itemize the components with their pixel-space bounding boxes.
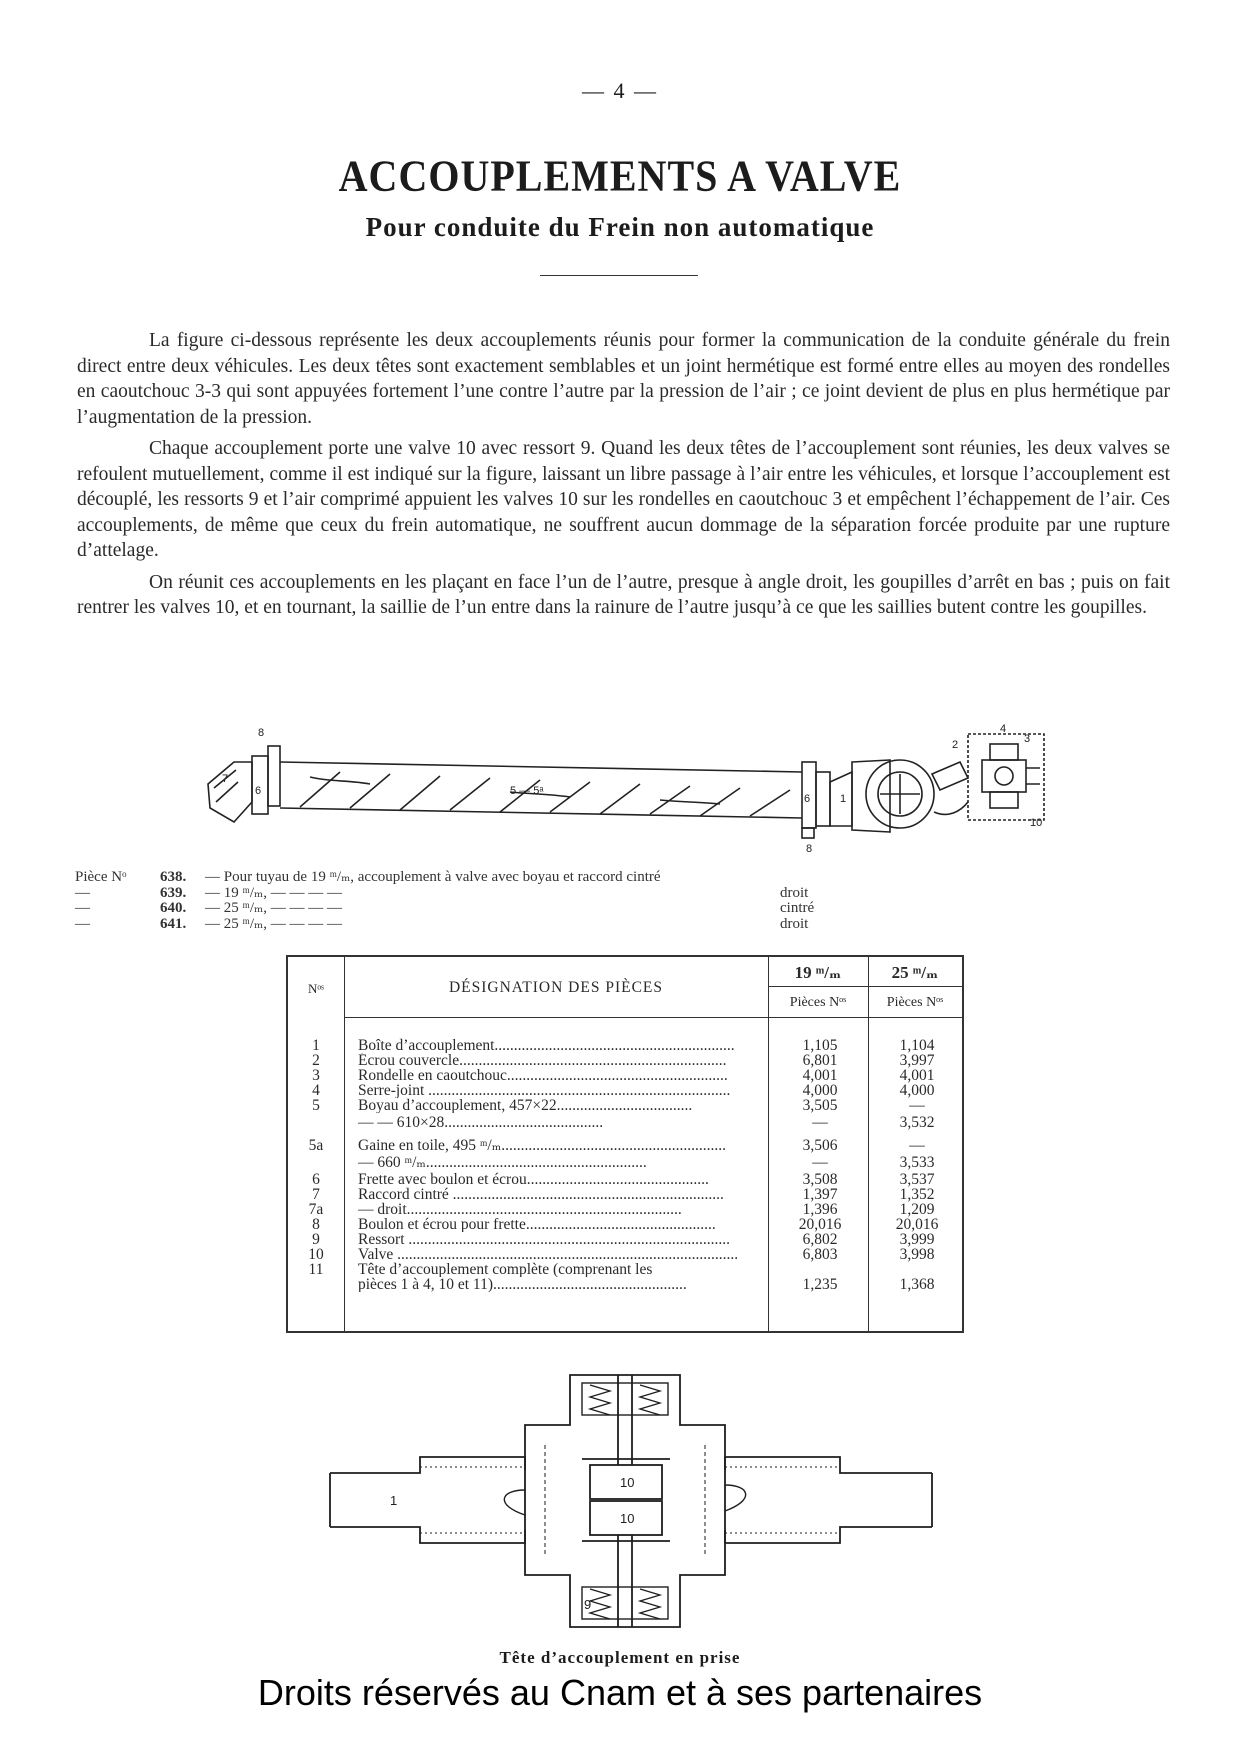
cell-number: 2	[312, 1052, 320, 1069]
cell-number: 6	[312, 1171, 320, 1188]
cell-designation: Boulon et écrou pour frette.................................................	[358, 1217, 716, 1232]
cell-19mm: 20,016	[798, 1216, 842, 1233]
label-10: 10	[1030, 817, 1043, 829]
piece-prefix: Pièce Nᵒ	[75, 869, 127, 885]
cell-25mm: 3,532	[899, 1114, 935, 1131]
header-pieces-19: Pièces Nᵒˢ	[789, 995, 847, 1010]
cell-number: 1	[312, 1037, 320, 1054]
header-pieces-25: Pièces Nᵒˢ	[886, 995, 944, 1010]
cell-number: 11	[308, 1261, 324, 1278]
cell-designation: Ressort ...................................................................................	[358, 1232, 730, 1247]
header-designation: DÉSIGNATION DES PIÈCES	[448, 979, 664, 996]
cell-19mm: 6,801	[802, 1052, 838, 1069]
piece-description: — 25 ᵐ/ₘ, — — — —	[205, 915, 342, 932]
cell-number: 5	[312, 1097, 320, 1114]
page-title: ACCOUPLEMENTS A VALVE	[338, 150, 902, 201]
cell-19mm: 3,506	[802, 1137, 838, 1154]
cell-19mm: 3,505	[802, 1097, 838, 1114]
cell-19mm: 1,235	[802, 1276, 838, 1293]
cell-designation: Valve ........................................................................................	[358, 1247, 739, 1262]
cell-19mm: —	[812, 1154, 828, 1171]
piece-end: cintré	[780, 901, 815, 916]
table-row	[288, 1038, 962, 1053]
piece-prefix: —	[75, 884, 90, 901]
table-row	[288, 1247, 962, 1262]
piece-line	[75, 917, 1080, 933]
cell-designation: Gaine en toile, 495 ᵐ/ₘ..........................................................	[358, 1138, 726, 1153]
cell-designation: — droit.......................................................................	[358, 1202, 682, 1217]
piece-end: droit	[780, 916, 809, 932]
table-row	[288, 1068, 962, 1083]
table-row	[288, 1115, 962, 1130]
piece-list	[75, 870, 1080, 932]
cell-designation: Rondelle en caoutchouc.........................................................	[358, 1068, 728, 1083]
cell-25mm: 3,998	[899, 1246, 935, 1263]
label-6-right: 6	[804, 793, 811, 805]
piece-line	[75, 886, 1080, 902]
cell-25mm: 1,104	[899, 1037, 935, 1054]
coupling-assembly-diagram	[200, 722, 1052, 857]
header-number: Nᵒˢ	[308, 981, 324, 996]
label-1: 1	[840, 793, 847, 805]
label-4: 4	[1000, 723, 1007, 735]
table-row	[288, 1262, 962, 1277]
piece-description: — Pour tuyau de 19 ᵐ/ₘ, accouplement à valve avec boyau et raccord cintré	[205, 869, 661, 885]
cell-25mm: 3,537	[899, 1171, 935, 1188]
paragraph-1: La figure ci-dessous représente les deux accouplements réunis pour former la communication de la conduite générale du frein direct entre deux véhicules. Les deux têtes sont exactement semblables et un joint hermétique est formé entre elles au moyen des rondelles en caoutchouc 3-3 qui sont appuyées fortement l’une contre l’autre par la pression de l’air ; ce joint devient de plus en plus hermétique par l’augmentation de la pression.	[77, 330, 1170, 428]
table-divider	[344, 1017, 962, 1018]
table-row	[288, 1155, 962, 1170]
piece-line	[75, 870, 1080, 886]
body-text	[77, 328, 1170, 627]
piece-prefix: —	[75, 900, 90, 916]
cell-25mm: 1,209	[899, 1201, 935, 1218]
rights-notice: Droits réservés au Cnam et à ses partenaires	[257, 1672, 983, 1713]
cell-19mm: 1,397	[802, 1186, 838, 1203]
label-6-left: 6	[255, 785, 262, 797]
table-row	[288, 1138, 962, 1153]
cell-19mm: 6,803	[802, 1246, 838, 1263]
cell-25mm: 1,368	[899, 1276, 935, 1293]
piece-end: droit	[780, 885, 809, 901]
cell-designation: Boîte d’accouplement..............................................................	[358, 1038, 735, 1053]
table-row	[288, 1187, 962, 1202]
cell-19mm: 1,105	[802, 1037, 838, 1054]
cell-19mm: 4,001	[802, 1067, 838, 1084]
cell-designation: Serre-joint ..............................................................................	[358, 1083, 731, 1098]
table-row	[288, 1172, 962, 1187]
piece-line	[75, 901, 1080, 917]
cell-designation: Frette avec boulon et écrou...............................................	[358, 1172, 709, 1187]
cell-25mm: 1,352	[899, 1186, 935, 1203]
cell-number: 3	[312, 1067, 320, 1084]
section-label-9: 9	[584, 1597, 592, 1612]
cell-25mm: 20,016	[895, 1216, 939, 1233]
title-divider	[540, 275, 698, 276]
cell-designation: pièces 1 à 4, 10 et 11)..................................................	[358, 1277, 687, 1292]
cell-designation: Tête d’accouplement complète (comprenant les	[358, 1262, 653, 1277]
parts-table	[286, 955, 964, 1333]
paragraph-2: Chaque accouplement porte une valve 10 avec ressort 9. Quand les deux têtes de l’accouplement sont réunies, les deux valves se refoulent mutuellement, comme il est indiqué sur la figure, laissant un libre passage à l’air entre les véhicules, et lorsque l’accouplement est découplé, les ressorts 9 et l’air comprimé appuient les valves 10 sur les rondelles en caoutchouc 3 et empêchent l’échappement de l’air. Ces accouplements, de même que ceux du frein automatique, ne souffrent aucun dommage de la séparation forcée produite par une rupture d’attelage.	[77, 438, 1170, 561]
cell-number: 9	[312, 1231, 320, 1248]
cell-25mm: 4,001	[899, 1067, 935, 1084]
page-number: — 4 —	[582, 78, 658, 103]
table-row	[288, 1083, 962, 1098]
piece-number: 640.	[160, 900, 187, 916]
cell-number: 7	[312, 1186, 320, 1203]
cell-19mm: 6,802	[802, 1231, 838, 1248]
piece-number: 641.	[160, 915, 187, 932]
section-label-10-upper: 10	[620, 1475, 635, 1490]
label-8-bottom: 8	[806, 843, 813, 855]
table-row	[288, 1217, 962, 1232]
table-row	[288, 1277, 962, 1292]
section-label-1: 1	[390, 1493, 398, 1508]
table-divider	[768, 986, 962, 987]
piece-description: — 25 ᵐ/ₘ, — — — —	[205, 900, 342, 916]
section-label-10-lower: 10	[620, 1511, 635, 1526]
table-row	[288, 1232, 962, 1247]
cell-number: 7a	[308, 1201, 324, 1218]
paragraph-3: On réunit ces accouplements en les plaçant en face l’un de l’autre, presque à angle droit, les goupilles d’arrêt en bas ; puis on fait rentrer les valves 10, et en tournant, la saillie de l’un entre dans la rainure de l’autre jusqu’à ce que les saillies butent contre les goupilles.	[77, 571, 1170, 618]
cell-25mm: —	[909, 1137, 925, 1154]
cell-25mm: —	[909, 1097, 925, 1114]
cell-25mm: 3,533	[899, 1154, 935, 1171]
piece-prefix: —	[75, 915, 90, 932]
cell-19mm: —	[812, 1114, 828, 1131]
header-25mm: 25 ᵐ/ₘ	[891, 963, 939, 982]
cell-designation: — — 610×28.........................................	[358, 1115, 604, 1130]
cell-25mm: 4,000	[899, 1082, 935, 1099]
cell-19mm: 3,508	[802, 1171, 838, 1188]
piece-number: 639.	[160, 884, 187, 901]
table-row	[288, 1053, 962, 1068]
label-7: 7	[222, 773, 229, 785]
cell-number: 5a	[308, 1137, 324, 1154]
coupling-head-section-diagram	[320, 1355, 940, 1650]
cell-designation: Raccord cintré ......................................................................	[358, 1187, 724, 1202]
cell-number: 8	[312, 1216, 320, 1233]
cell-designation: — 660 ᵐ/ₘ.........................................................	[358, 1155, 647, 1170]
table-row	[288, 1202, 962, 1217]
cell-designation: Écrou couvercle.....................................................................	[358, 1053, 727, 1068]
piece-number: 638.	[160, 869, 187, 885]
piece-description: — 19 ᵐ/ₘ, — — — —	[205, 884, 342, 901]
cell-number: 4	[312, 1082, 320, 1099]
label-8-top: 8	[258, 727, 265, 739]
cell-25mm: 3,997	[899, 1052, 935, 1069]
label-3: 3	[1024, 733, 1031, 745]
header-19mm: 19 ᵐ/ₘ	[794, 963, 842, 982]
figure-caption: Tête d’accouplement en prise	[499, 1648, 741, 1667]
label-2: 2	[952, 739, 959, 751]
table-row	[288, 1098, 962, 1113]
cell-25mm: 3,999	[899, 1231, 935, 1248]
label-5: 5 — 5ᵃ	[510, 785, 544, 797]
cell-19mm: 1,396	[802, 1201, 838, 1218]
cell-19mm: 4,000	[802, 1082, 838, 1099]
cell-designation: Boyau d’accouplement, 457×22...................................	[358, 1098, 693, 1113]
cell-number: 10	[308, 1246, 324, 1263]
page-subtitle: Pour conduite du Frein non automatique	[365, 212, 875, 242]
